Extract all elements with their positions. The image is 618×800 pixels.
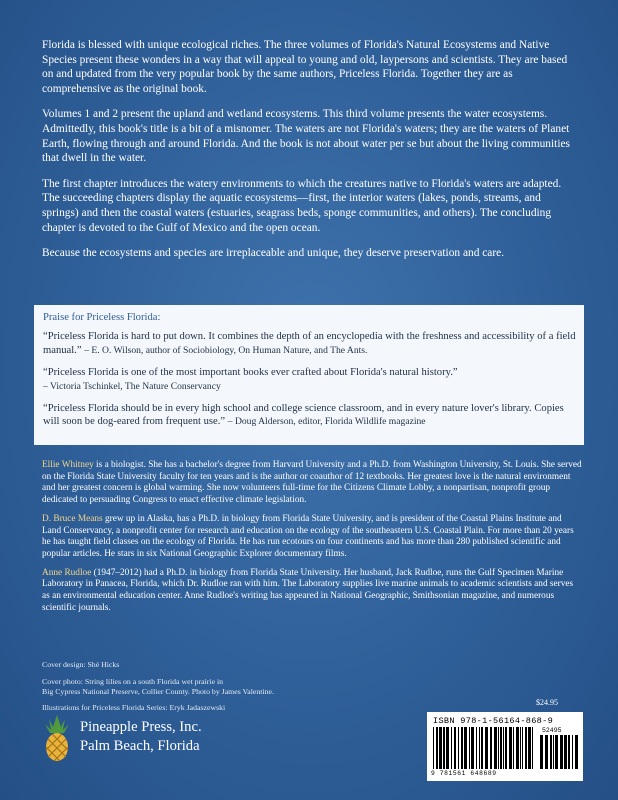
credit-line: Cover photo: String lilies on a south Florida wet prairie in: [42, 677, 224, 686]
barcode-bar: [505, 727, 507, 769]
barcode-bar: [446, 727, 449, 769]
quote-text: “Priceless Florida is hard to put down. It combines the depth of an encyclopedia with the freshness and accessibility of a field manual.”: [43, 331, 576, 356]
barcode-bar: [513, 727, 514, 769]
author-bio: [42, 568, 582, 615]
publisher-location: Palm Beach, Florida: [80, 738, 200, 754]
quote-attribution: – Doug Alderson, editor, Florida Wildlife magazine: [227, 416, 426, 428]
barcode-digits: 9 781561 648689: [431, 770, 497, 777]
quote-text: “Priceless Florida should be in every high school and college science classroom, and in every nature lover's library. Copies will soon be dog-eared from frequent use.”: [43, 403, 564, 428]
publisher-imprint: [40, 713, 270, 763]
credit-cover-design: Cover design: Shé Hicks: [42, 660, 120, 669]
barcode-bar: [439, 727, 442, 769]
barcode-bar: [454, 727, 456, 769]
barcode-bar: [520, 727, 521, 769]
barcode-bar: [436, 727, 438, 769]
praise-quote: [43, 402, 576, 429]
barcode-bar: [572, 735, 573, 769]
author-name: D. Bruce Means: [42, 513, 103, 524]
barcode-bar: [451, 727, 452, 769]
credit-line: Big Cypress National Preserve, Collier County. Photo by James Valentine.: [42, 687, 274, 696]
barcode-bar: [433, 727, 434, 769]
barcode-bar: [500, 727, 502, 769]
price-addon-label: 52495: [542, 727, 562, 734]
credit-illustrations: Illustrations for Priceless Florida Series: Eryk Jadaszewski: [42, 703, 226, 712]
praise-heading: Praise for Priceless Florida:: [43, 312, 161, 323]
barcode-bar: [545, 735, 548, 769]
barcode-bar: [481, 727, 483, 769]
barcode-bar: [564, 735, 567, 769]
author-bio-text: is a biologist. She has a bachelor's degree from Harvard University and a Ph.D. from Washington University, St. Louis. She served on the Florida State University faculty for ten years and is the author or coauthor of 12 textbooks. Her greatest love is the natural environment and her greatest concern is global warming. She now volunteers full-time for the Citizens Climate Lobby, a nonpartisan, nonprofit group dedicated to persuading Congress to enact effective climate legislation.: [42, 460, 582, 506]
barcode-bar: [494, 727, 497, 769]
barcode-bar: [522, 727, 523, 769]
barcode-bar: [550, 735, 552, 769]
blurb-paragraph: Because the ecosystems and species are irreplaceable and unique, they deserve preservation and care.: [42, 247, 505, 260]
barcode-bars: [433, 727, 533, 769]
author-name: Anne Rudloe: [42, 567, 92, 578]
barcode-bar: [469, 727, 470, 769]
quote-attribution: – Victoria Tschinkel, The Nature Conservancy: [43, 380, 221, 392]
barcode-addon-bars: [540, 735, 578, 769]
barcode-bar: [485, 727, 488, 769]
author-bios: [42, 460, 582, 621]
barcode: [427, 712, 583, 781]
credit-cover-photo: [42, 677, 362, 697]
barcode-bar: [532, 727, 533, 769]
barcode-bar: [540, 735, 543, 769]
quote-attribution: – E. O. Wilson, author of Sociobiology, On Human Nature, and The Ants.: [84, 344, 368, 356]
barcode-bar: [560, 735, 563, 769]
praise-quote: [43, 330, 576, 357]
pineapple-icon: [40, 713, 74, 763]
barcode-bar: [476, 727, 477, 769]
barcode-bar: [458, 727, 459, 769]
barcode-bar: [575, 735, 578, 769]
barcode-bar: [528, 727, 531, 769]
blurb-paragraph: Volumes 1 and 2 present the upland and wetland ecosystems. This third volume presents the water ecosystems. Admittedly, this book's title is a bit of a misnomer. The waters are not Florida's waters; they are the waters of Planet Earth, flowing through and around Florida. And the book is not about water per se but about the living communities that dwell in the water.: [42, 108, 570, 165]
publisher-name: Pineapple Press, Inc.: [80, 719, 202, 735]
barcode-bar: [503, 727, 504, 769]
author-bio-text: grew up in Alaska, has a Ph.D. in biology from Florida State University, and is president of the Coastal Plains Institute and Land Conservancy, a nonprofit center for research and education on the ecology of the southeastern U.S. Coastal Plain. For more than 20 years he has taught field classes on the ecology of Florida. He has run ecotours on four continents and has more than 280 published scientific and popular articles. He stars in six National Geographic Explorer documentary films.: [42, 513, 574, 559]
author-bio: [42, 460, 582, 507]
author-name: Ellie Whitney: [42, 460, 94, 470]
praise-box: [34, 305, 584, 445]
barcode-bar: [568, 735, 570, 769]
barcode-bar: [461, 727, 463, 769]
quote-text: “Priceless Florida is one of the most important books ever crafted about Florida's natural history.”: [43, 367, 458, 379]
blurb-paragraph: The first chapter introduces the watery environments to which the creatures native to Florida's waters are adapted. The succeeding chapters display the aquatic ecosystems—first, the interior waters (lakes, ponds, streams, and springs) and then the coastal waters (estuaries, seagrass beds, sponge communities, and others). The concluding chapter is devoted to the Gulf of Mexico and the open ocean.: [42, 177, 562, 234]
barcode-bar: [509, 727, 512, 769]
barcode-bar: [479, 727, 480, 769]
barcode-bar: [553, 735, 554, 769]
praise-quote: [43, 366, 576, 393]
price-label: $24.95: [536, 698, 558, 707]
barcode-bar: [471, 727, 474, 769]
barcode-bar: [464, 727, 467, 769]
barcode-bar: [555, 735, 558, 769]
barcode-bar: [443, 727, 445, 769]
barcode-bar: [498, 727, 499, 769]
blurb-text: [42, 38, 578, 272]
author-bio: [42, 514, 582, 561]
barcode-bar: [490, 727, 492, 769]
isbn-label: ISBN 978-1-56164-868-9: [433, 716, 554, 726]
author-bio-text: (1947–2012) had a Ph.D. in biology from Florida State University. Her husband, Jack Rudloe, runs the Gulf Specimen Marine Laboratory in Panacea, Florida, which Dr. Rudloe ran with him. The Laboratory supplies live marine animals to academic scientists and serves as an environmental education center. Anne Rudloe's writing has appeared in National Geographic, Smithsonian magazine, and numerous scientific journals.: [42, 567, 574, 613]
barcode-bar: [516, 727, 519, 769]
barcode-bar: [525, 727, 527, 769]
blurb-paragraph: Florida is blessed with unique ecological riches. The three volumes of Florida's Natural Ecosystems and Native Species present these wonders in a way that will appeal to young and old, laypersons and scientists. They are based on and updated from the very popular book by the same authors, Priceless Florida. Together they are as comprehensive as the original book.: [42, 39, 568, 95]
